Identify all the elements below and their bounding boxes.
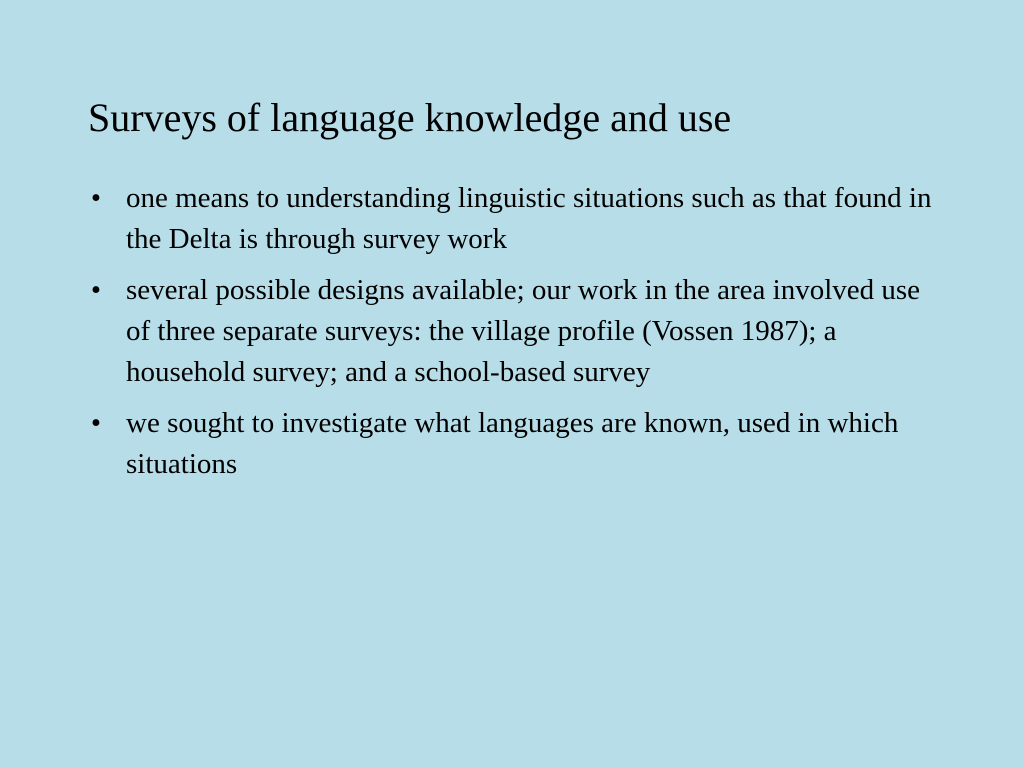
bullet-item-2 xyxy=(84,270,944,393)
slide-title: Surveys of language knowledge and use xyxy=(88,95,732,140)
bullet-item-1 xyxy=(84,178,944,260)
bullet-item-3 xyxy=(84,403,944,485)
bullet-marker-icon: • xyxy=(90,407,102,439)
bullet-marker-icon: • xyxy=(90,182,102,214)
bullet-marker-icon: • xyxy=(90,274,102,306)
bullet-text: we sought to investigate what languages are known, used in which situations xyxy=(126,407,899,480)
bullet-text: one means to understanding linguistic situations such as that found in the Delta is through survey work xyxy=(126,182,932,255)
bullet-text: several possible designs available; our work in the area involved use of three separate surveys: the village profile (Vossen 1987); a household survey; and a school-based survey xyxy=(126,274,921,388)
bullet-list xyxy=(84,178,944,495)
